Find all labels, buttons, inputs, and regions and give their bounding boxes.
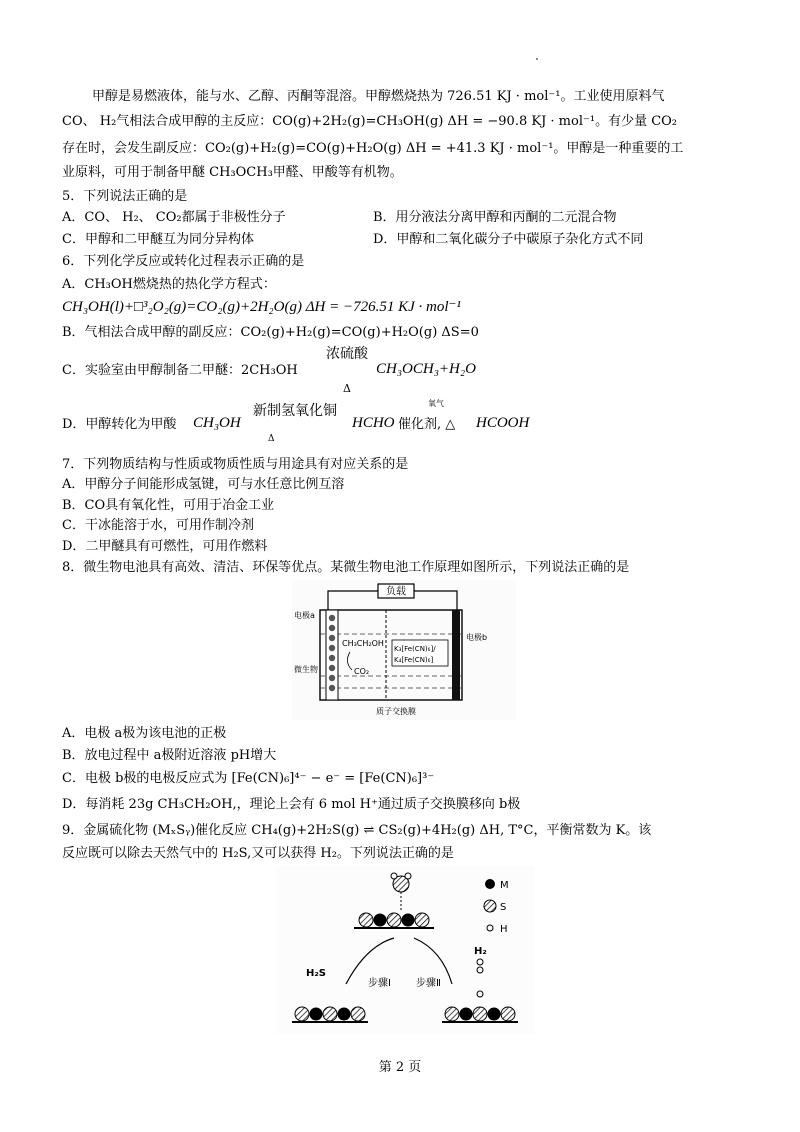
q5-option-b: B．用分液法分离甲醇和丙酮的二元混合物 (373, 210, 617, 225)
q7-option-d: D．二甲醚具有可燃性，可用作燃料 (62, 539, 268, 554)
q8-option-c: C．电极 b极的电极反应式为 [Fe(CN)₆]⁴⁻ − e⁻ = [Fe(CN)₆]³⁻ (62, 771, 435, 786)
page-number: 第 2 页 (378, 1060, 422, 1075)
q6-option-d-methanol: CH₃OH (193, 415, 241, 431)
q7-stem: 7．下列物质结构与性质或物质性质与用途具有对应关系的是 (62, 457, 409, 472)
electrode-b-label: 电极b (466, 633, 488, 642)
q6-stem: 6．下列化学反应或转化过程表示正确的是 (62, 254, 305, 269)
microbe-label: 微生物 (294, 665, 318, 674)
metal-legend-icon (485, 879, 495, 889)
q8-stem: 8．微生物电池具有高效、清洁、环保等优点。某微生物电池工作原理如图所示，下列说法正确的是 (62, 560, 630, 575)
q6-option-a-equation: CH₃OH(l)+□³₂O₂(g)=CO₂(g)+2H₂O(g) ΔH = −726.51 KJ · mol⁻¹ (62, 299, 461, 315)
catalysis-figure (276, 866, 534, 1034)
q6-option-d-formic-acid: HCOOH (476, 415, 530, 431)
q6-option-d-formaldehyde: HCHO (352, 415, 395, 431)
q9-stem-2: 反应既可以除去天然气中的 H₂S,又可以获得 H₂。下列说法正确的是 (62, 846, 454, 861)
microbial-cell-figure (292, 580, 516, 720)
q6-option-a-1: A．CH₃OH燃烧热的热化学方程式： (62, 277, 276, 292)
intro-line-3: 存在时，会发生副反应：CO₂(g)+H₂(g)=CO(g)+H₂O(g) ΔH = +41.3 KJ · mol⁻¹。甲醇是一种重要的工 (62, 141, 684, 156)
intro-line-4: 业原料，可用于制备甲醚 CH₃OCH₃甲醛、甲酸等有机物。 (62, 165, 403, 180)
q6-option-d-oxygen: 氧气 (428, 399, 444, 408)
legend-m: M (500, 880, 509, 891)
q7-option-a: A．甲醇分子间能形成氢键，可与水任意比例互溶 (62, 477, 345, 492)
q6-option-d-catalyst: 催化剂, △ (398, 417, 456, 432)
ferricyanide-label: K₃[Fe(CN)₆]/ (394, 645, 436, 653)
q7-option-b: B．CO具有氧化性，可用于冶金工业 (62, 498, 275, 513)
q6-option-d-condition: 新制氢氧化铜 (253, 403, 337, 419)
q6-option-c-right: CH₃OCH₃+H₂O (376, 361, 476, 377)
q6-option-d-heat: Δ (268, 434, 275, 444)
q5-option-d: D．甲醇和二氧化碳分子中碳原子杂化方式不同 (373, 232, 644, 247)
q9-stem-1: 9．金属硫化物 (MₓSᵧ)催化反应 CH₄(g)+2H₂S(g) ⇌ CS₂(g)+4H₂(g) ΔH, T°C，平衡常数为 K。该 (62, 823, 652, 838)
q8-option-d: D．每消耗 23g CH₃CH₂OH,，理论上会有 6 mol H⁺通过质子交换膜移向 b极 (62, 797, 521, 812)
q8-option-a: A．电极 a极为该电池的正极 (62, 726, 227, 741)
q5-option-c: C．甲醇和二甲醚互为同分异构体 (62, 232, 254, 247)
step1-label: 步骤Ⅰ (368, 978, 391, 989)
q6-option-d-label: D．甲醇转化为甲酸 (62, 417, 177, 432)
scan-dot (536, 58, 538, 60)
legend-h: H (500, 924, 508, 935)
q6-option-c-left: C．实验室由甲醇制备二甲醚：2CH₃OH (62, 363, 298, 378)
step2-label: 步骤Ⅱ (416, 978, 441, 989)
sulfur-legend-icon (484, 900, 496, 912)
q5-stem: 5．下列说法正确的是 (62, 189, 188, 204)
q6-option-c-condition: 浓硫酸 (326, 346, 368, 362)
h2s-label: H₂S (306, 968, 326, 979)
load-label: 负载 (386, 586, 406, 598)
electrode-a-label: 电极a (294, 611, 315, 620)
q7-option-c: C．干冰能溶于水，可用作制冷剂 (62, 518, 254, 533)
legend-s: S (500, 902, 507, 913)
ethanol-label: CH₃CH₂OH (342, 639, 384, 648)
q5-option-a: A．CO、 H₂、 CO₂都属于非极性分子 (62, 210, 286, 225)
q6-option-b: B．气相法合成甲醇的副反应：CO₂(g)+H₂(g)=CO(g)+H₂O(g) ΔS=0 (62, 325, 479, 340)
intro-line-2: CO、 H₂气相法合成甲醇的主反应：CO(g)+2H₂(g)=CH₃OH(g) ΔH = −90.8 KJ · mol⁻¹。有少量 CO₂ (62, 114, 678, 129)
q6-option-c-heat: Δ (343, 382, 351, 395)
h2-label: H₂ (474, 946, 487, 957)
intro-line-1: 甲醇是易燃液体，能与水、乙醇、丙酮等混溶。甲醇燃烧热为 726.51 KJ · mol⁻¹。工业使用原料气 (92, 89, 665, 104)
membrane-label: 质子交换膜 (376, 707, 416, 716)
co2-label: CO₂ (354, 667, 370, 676)
ferrocyanide-label: K₄[Fe(CN)₆] (394, 656, 434, 664)
q8-option-b: B．放电过程中 a极附近溶液 pH增大 (62, 748, 277, 763)
